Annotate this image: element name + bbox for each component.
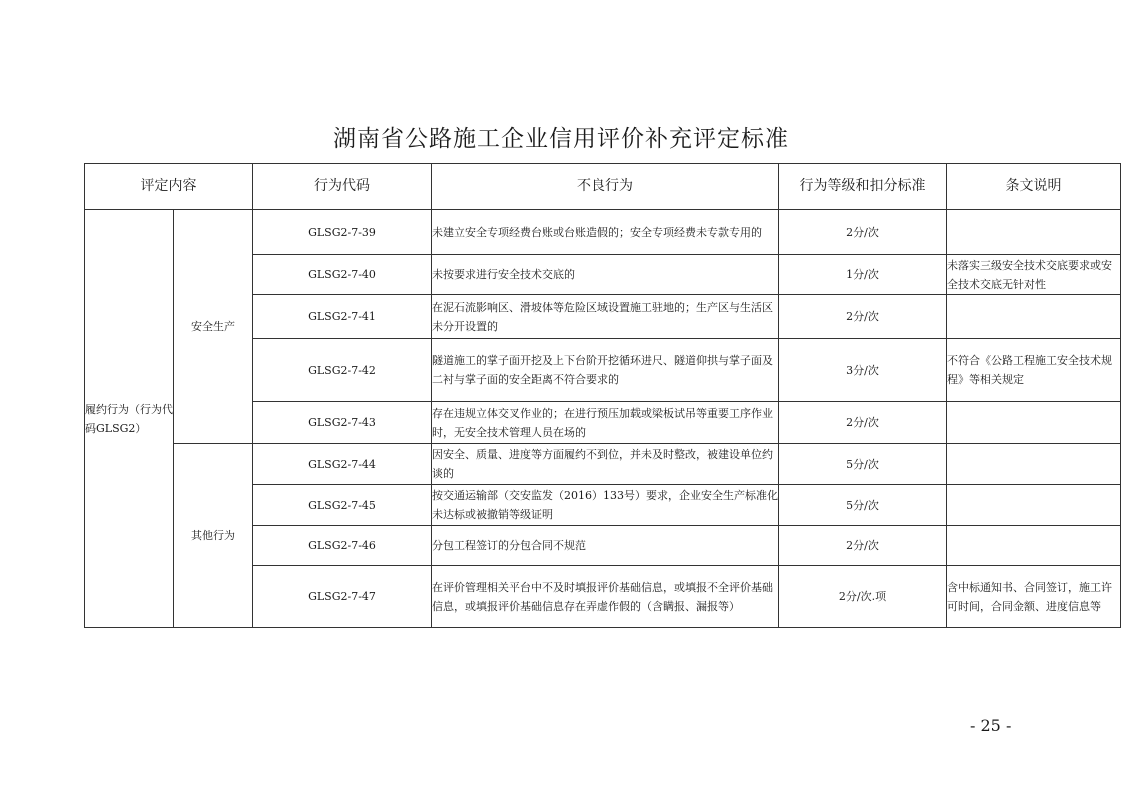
row-note: [947, 485, 1121, 526]
row-note: 不符合《公路工程施工安全技术规程》等相关规定: [947, 339, 1121, 402]
row-note: [947, 210, 1121, 255]
page-title: 湖南省公路施工企业信用评价补充评定标准: [333, 126, 789, 152]
header-behavior: 不良行为: [432, 164, 779, 210]
row-code: GLSG2-7-47: [253, 566, 432, 628]
row-grade: 5分/次: [779, 444, 947, 485]
page-number: - 25 -: [970, 716, 1012, 735]
row-behavior: 在评价管理相关平台中不及时填报评价基础信息，或填报不全评价基础信息，或填报评价基础信息存在弄虚作假的（含瞒报、漏报等）: [432, 566, 779, 628]
row-code: GLSG2-7-42: [253, 339, 432, 402]
row-code: GLSG2-7-44: [253, 444, 432, 485]
row-behavior: 在泥石流影响区、滑坡体等危险区域设置施工驻地的；生产区与生活区未分开设置的: [432, 295, 779, 339]
row-grade: 2分/次: [779, 402, 947, 444]
group-safety: 安全生产: [174, 210, 253, 444]
row-behavior: 分包工程签订的分包合同不规范: [432, 526, 779, 566]
header-code: 行为代码: [253, 164, 432, 210]
row-note: [947, 526, 1121, 566]
row-code: GLSG2-7-46: [253, 526, 432, 566]
header-note: 条文说明: [947, 164, 1121, 210]
table-header-row: [85, 164, 1121, 210]
row-code: GLSG2-7-41: [253, 295, 432, 339]
row-behavior: 未建立安全专项经费台账或台账造假的；安全专项经费未专款专用的: [432, 210, 779, 255]
header-grade: 行为等级和扣分标准: [779, 164, 947, 210]
table-row: [85, 444, 1121, 485]
row-grade: 2分/次: [779, 295, 947, 339]
row-grade: 5分/次: [779, 485, 947, 526]
category-performance: 履约行为（行为代码GLSG2）: [85, 210, 174, 628]
row-note: [947, 295, 1121, 339]
table-row: [85, 210, 1121, 255]
row-grade: 2分/次.项: [779, 566, 947, 628]
row-behavior: 按交通运输部（交安监发（2016）133号）要求，企业安全生产标准化未达标或被撤销等级证明: [432, 485, 779, 526]
row-note: 未落实三级安全技术交底要求或安全技术交底无针对性: [947, 255, 1121, 295]
row-note: [947, 402, 1121, 444]
header-content: 评定内容: [85, 164, 253, 210]
row-code: GLSG2-7-45: [253, 485, 432, 526]
standards-table: [84, 163, 1121, 628]
row-behavior: 因安全、质量、进度等方面履约不到位，并未及时整改，被建设单位约谈的: [432, 444, 779, 485]
row-grade: 3分/次: [779, 339, 947, 402]
row-grade: 1分/次: [779, 255, 947, 295]
row-code: GLSG2-7-43: [253, 402, 432, 444]
group-other: 其他行为: [174, 444, 253, 628]
row-code: GLSG2-7-39: [253, 210, 432, 255]
row-note: [947, 444, 1121, 485]
row-behavior: 隧道施工的掌子面开挖及上下台阶开挖循环进尺、隧道仰拱与掌子面及二衬与掌子面的安全距离不符合要求的: [432, 339, 779, 402]
row-grade: 2分/次: [779, 526, 947, 566]
row-code: GLSG2-7-40: [253, 255, 432, 295]
row-behavior: 未按要求进行安全技术交底的: [432, 255, 779, 295]
row-grade: 2分/次: [779, 210, 947, 255]
row-note: 含中标通知书、合同签订，施工许可时间，合同金额、进度信息等: [947, 566, 1121, 628]
row-behavior: 存在违规立体交叉作业的；在进行预压加载或梁板试吊等重要工序作业时，无安全技术管理人员在场的: [432, 402, 779, 444]
